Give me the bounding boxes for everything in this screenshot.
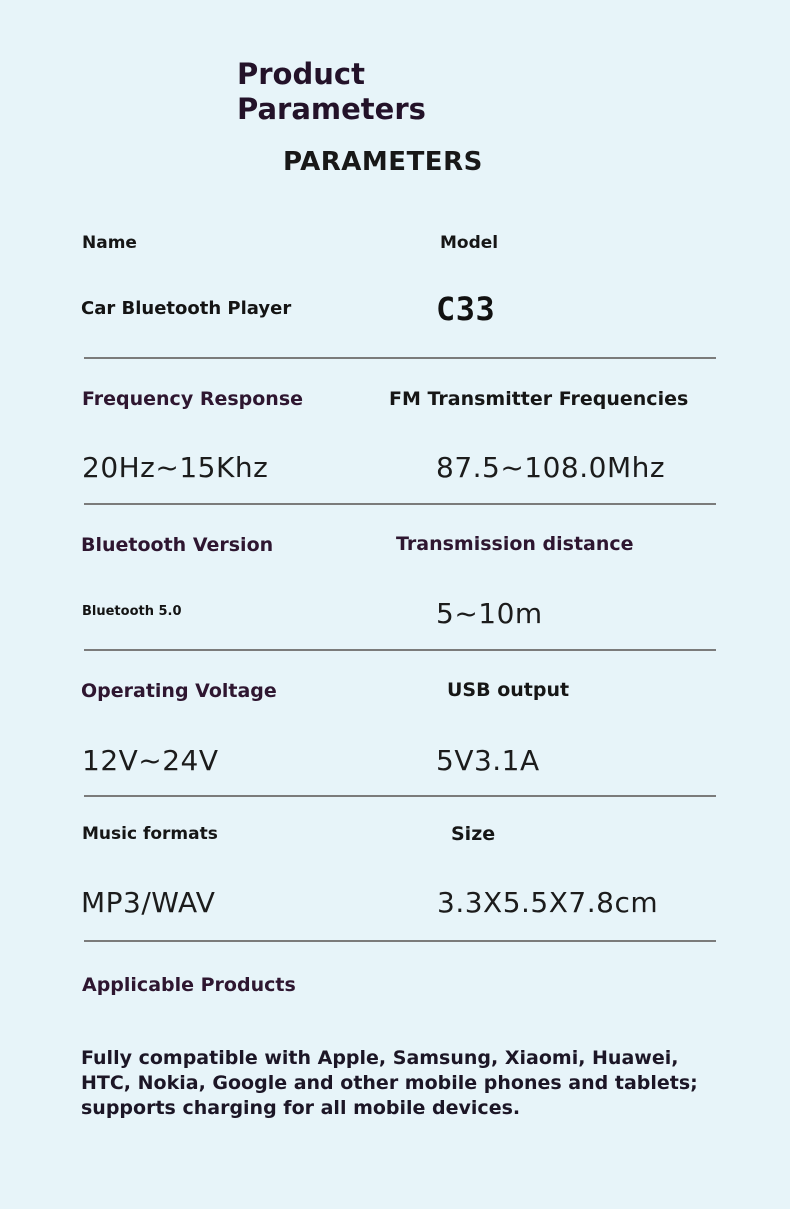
fm-frequencies-value: 87.5~108.0Mhz [436,451,666,484]
bluetooth-version-value: Bluetooth 5.0 [82,604,182,619]
transmission-distance-label: Transmission distance [396,533,634,555]
name-value: Car Bluetooth Player [81,298,292,319]
bluetooth-version-label: Bluetooth Version [81,534,274,556]
model-value: C33 [436,290,496,328]
operating-voltage-value: 12V~24V [82,744,219,777]
applicable-products-label: Applicable Products [82,974,296,996]
usb-output-label: USB output [447,679,570,701]
section-subtitle: PARAMETERS [283,147,483,177]
operating-voltage-label: Operating Voltage [81,680,277,702]
fm-frequencies-label: FM Transmitter Frequencies [389,388,689,410]
size-label: Size [451,823,496,845]
music-formats-value: MP3/WAV [81,886,216,919]
page-title: Product Parameters [237,57,426,126]
row-divider [84,649,716,651]
frequency-response-value: 20Hz~15Khz [82,451,269,484]
name-label: Name [82,233,137,253]
row-divider [84,357,716,359]
usb-output-value: 5V3.1A [436,744,540,777]
row-divider [84,503,716,505]
model-label: Model [440,233,499,253]
transmission-distance-value: 5~10m [436,597,543,630]
size-value: 3.3X5.5X7.8cm [437,886,659,919]
row-divider [84,795,716,797]
applicable-products-text: Fully compatible with Apple, Samsung, Xiaomi, Huawei, HTC, Nokia, Google and other mobile phones and tablets; supports charging for all mobile devices. [81,1047,698,1119]
frequency-response-label: Frequency Response [82,388,304,410]
row-divider [84,940,716,942]
music-formats-label: Music formats [82,824,218,844]
